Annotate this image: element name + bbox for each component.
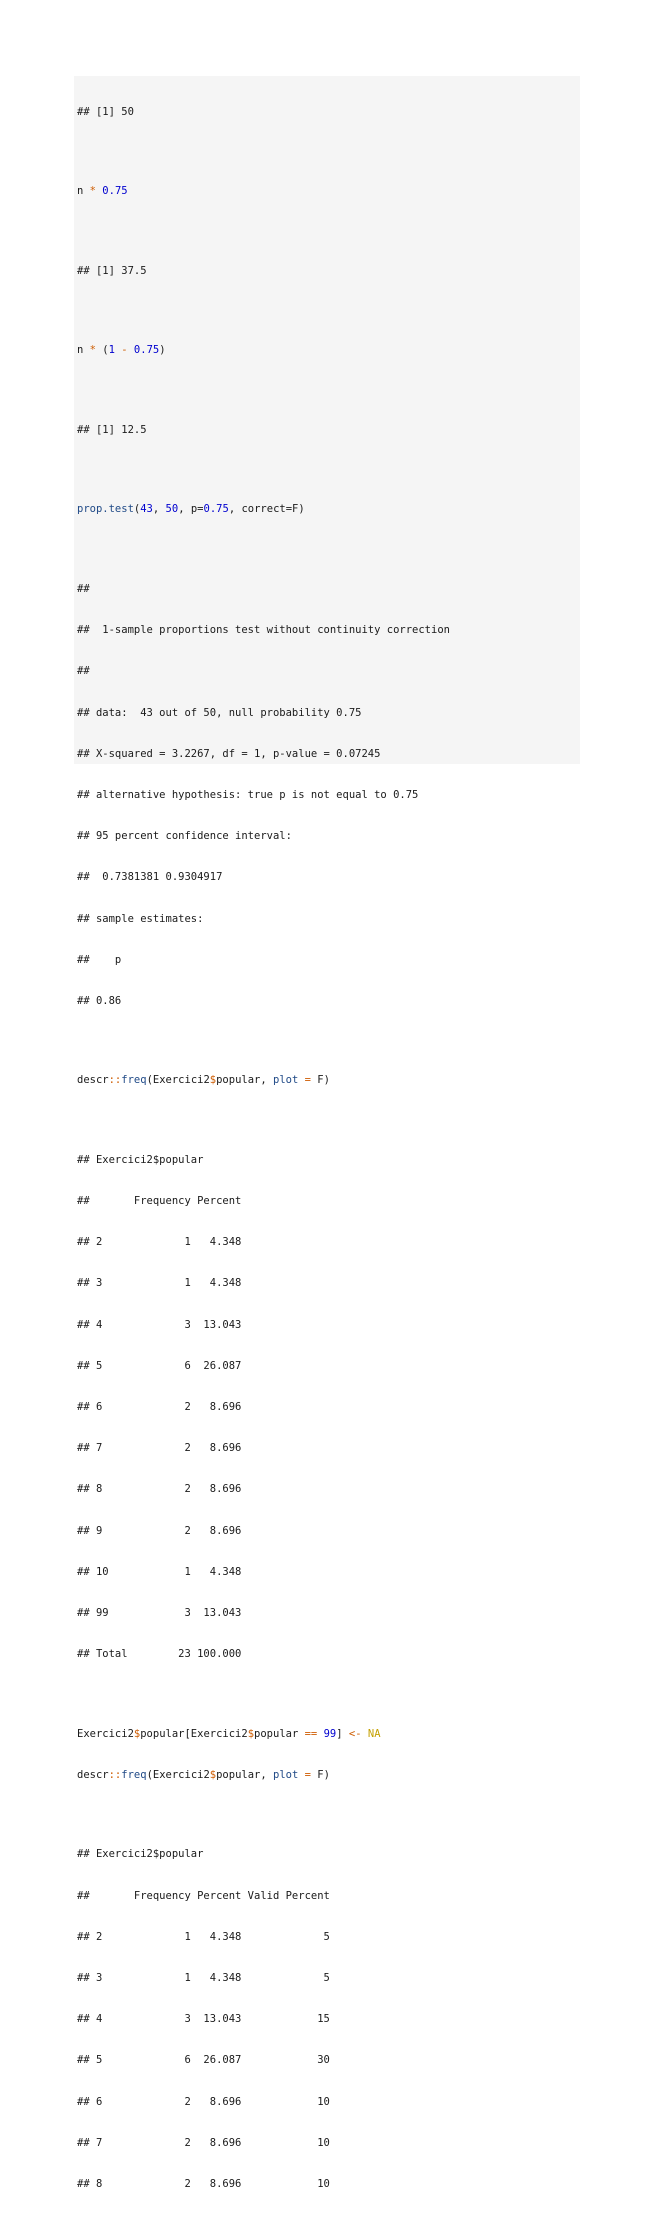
output-line: ## 4 3 13.043 [77, 1318, 242, 1331]
output-line: ## 2 1 4.348 [77, 1236, 242, 1249]
output-line: ## 7 2 8.696 10 [77, 2136, 330, 2149]
code-operator: <- [348, 1727, 362, 1740]
output-375 [77, 237, 580, 306]
code-operator: = [298, 1768, 318, 1781]
code-assign-and-freq-2 [77, 1700, 580, 1810]
output-line: ## alternative hypothesis: true p is not equal to 0.75 [77, 789, 419, 801]
output-line: ## 1-sample proportions test without continuity correction [77, 624, 450, 637]
code-token: F [317, 1768, 324, 1781]
code-operator: $ [209, 1074, 217, 1087]
code-token: popular, [216, 1768, 274, 1781]
code-token: Exercici2 [77, 1727, 134, 1740]
output-line: ## Frequency Percent Valid Percent [77, 1889, 330, 1902]
code-token: p= [190, 503, 204, 516]
code-token: ] [336, 1727, 349, 1740]
code-token: (Exercici2 [146, 1768, 210, 1781]
code-n-times-complement [77, 317, 580, 386]
output-line: ## 4 3 13.043 15 [77, 2013, 330, 2026]
code-number: 1 [108, 344, 115, 357]
code-argument: plot [273, 1074, 299, 1087]
output-line: ## 95 percent confidence interval: [77, 830, 292, 843]
code-operator: $ [247, 1727, 255, 1740]
output-line: ## 10 1 4.348 [77, 1565, 242, 1578]
output-line: ## X-squared = 3.2267, df = 1, p-value = 0.07245 [77, 747, 381, 760]
code-token: ( [133, 503, 141, 516]
output-line: ## [77, 583, 90, 596]
code-operator: :: [108, 1768, 122, 1781]
output-line: ## data: 43 out of 50, null probability 0.75 [77, 706, 362, 719]
code-function: prop.test [77, 503, 134, 516]
code-operator: $ [133, 1727, 141, 1740]
output-line: ## Exercici2$popular [77, 1848, 204, 1861]
code-token: ) [159, 344, 166, 357]
output-freq-1 [77, 1126, 580, 1689]
code-function: freq [121, 1768, 147, 1781]
output-line: ## 5 6 26.087 30 [77, 2054, 330, 2067]
output-line: ## [77, 665, 90, 678]
output-line: ## 7 2 8.696 [77, 1442, 242, 1455]
output-freq-2 [77, 1821, 580, 2219]
output-line: ## Exercici2$popular [77, 1153, 204, 1166]
code-token: F [292, 503, 299, 516]
output-line: ## p [77, 953, 122, 966]
code-token: ) [298, 503, 305, 516]
code-token: popular, [216, 1074, 274, 1087]
output-line: ## 0.7381381 0.9304917 [77, 871, 223, 884]
code-number: 0.75 [203, 503, 229, 516]
code-token: , [178, 503, 191, 516]
code-token: n [77, 344, 84, 357]
code-function: freq [121, 1074, 147, 1087]
code-token: correct= [241, 503, 293, 516]
output-line: ## 99 3 13.043 [77, 1606, 242, 1619]
code-operator: * [83, 185, 103, 198]
code-operator: $ [209, 1768, 217, 1781]
code-token: popular[Exercici2 [140, 1727, 248, 1740]
code-number: 0.75 [133, 344, 160, 357]
output-line: ## [1] 12.5 [77, 423, 147, 436]
code-operator: = [298, 1074, 318, 1087]
code-token: ( [102, 344, 109, 357]
output-line: ## 3 1 4.348 [77, 1277, 242, 1290]
code-token: n [77, 185, 84, 198]
code-number: 50 [165, 503, 179, 516]
code-number: 43 [140, 503, 153, 516]
code-prop-test [77, 476, 580, 545]
output-prop-test [77, 555, 580, 1036]
output-line: ## [1] 50 [77, 105, 134, 118]
output-line: ## 8 2 8.696 10 [77, 2177, 330, 2190]
output-line: ## 2 1 4.348 5 [77, 1930, 330, 1943]
code-operator: - [114, 344, 134, 357]
output-line: ## Frequency Percent [77, 1195, 242, 1208]
code-namespace: descr [77, 1074, 109, 1087]
code-operator: == [304, 1727, 318, 1740]
output-line: ## 6 2 8.696 [77, 1401, 242, 1414]
code-token: , [228, 503, 242, 516]
code-number: 99 [323, 1727, 337, 1740]
r-markdown-document [74, 76, 580, 2190]
output-line: ## 8 2 8.696 [77, 1483, 242, 1496]
output-line: ## Total 23 100.000 [77, 1648, 242, 1661]
code-token: ) [323, 1768, 330, 1781]
output-line: ## 6 2 8.696 10 [77, 2095, 330, 2108]
output-line: ## [1] 37.5 [77, 264, 147, 277]
output-line: ## 3 1 4.348 5 [77, 1972, 330, 1985]
code-token: F [317, 1074, 324, 1087]
code-operator: * [83, 344, 103, 357]
code-number: 0.75 [102, 185, 128, 198]
code-operator: :: [108, 1074, 122, 1087]
code-freq-1 [77, 1047, 580, 1116]
code-token: , [152, 503, 166, 516]
code-token: popular [254, 1727, 305, 1740]
output-line: ## 5 6 26.087 [77, 1359, 242, 1372]
code-token: (Exercici2 [146, 1074, 210, 1087]
code-na: NA [367, 1727, 381, 1740]
code-namespace: descr [77, 1768, 109, 1781]
code-argument: plot [273, 1768, 299, 1781]
code-token: ) [323, 1074, 330, 1087]
output-n [77, 78, 580, 147]
output-125 [77, 396, 580, 465]
output-line: ## 0.86 [77, 994, 122, 1007]
output-line: ## sample estimates: [77, 912, 204, 925]
code-n-times-075 [77, 158, 580, 227]
output-line: ## 9 2 8.696 [77, 1524, 242, 1537]
